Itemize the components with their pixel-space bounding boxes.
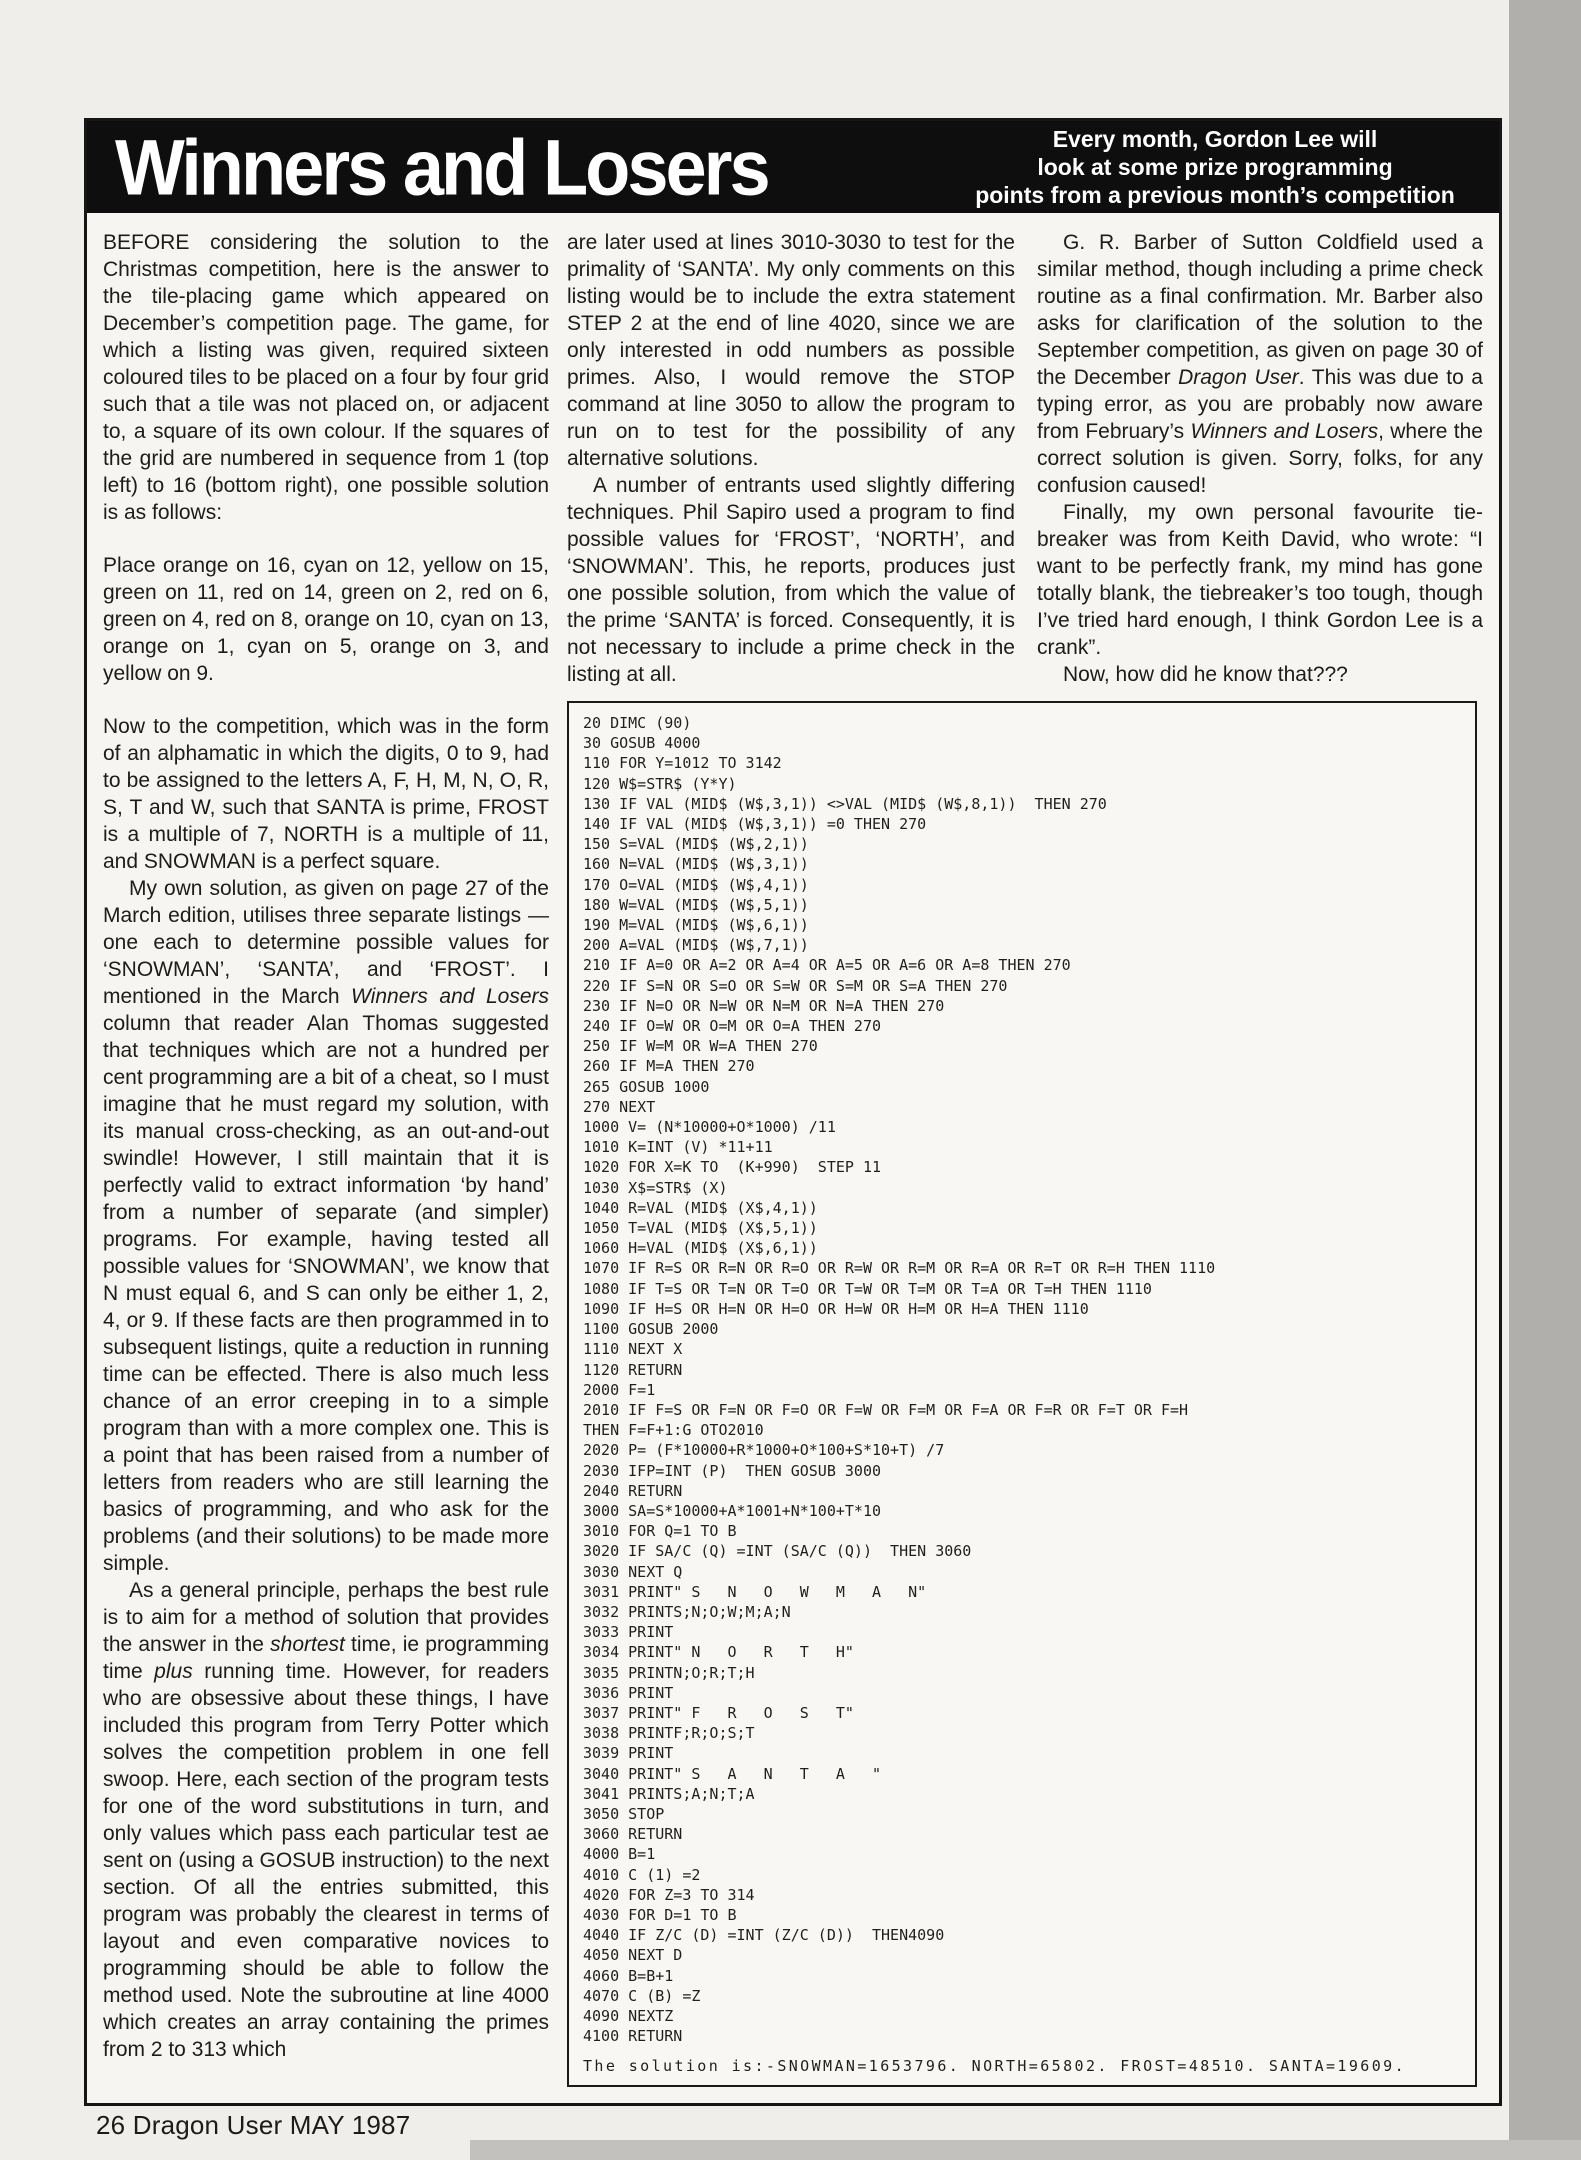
code-line: 4040 IF Z/C (D) =INT (Z/C (D)) THEN4090 bbox=[583, 1926, 945, 1945]
code-line: 1040 R=VAL (MID$ (X$,4,1)) bbox=[583, 1198, 818, 1217]
paragraph bbox=[103, 1577, 549, 2063]
article-column-3 bbox=[1037, 229, 1483, 699]
tagline-line-3: points from a previous month’s competition bbox=[975, 182, 1455, 208]
code-line: 240 IF O=W OR O=M OR O=A THEN 270 bbox=[583, 1017, 882, 1036]
code-line: 3060 RETURN bbox=[583, 1825, 683, 1844]
code-line: 1070 IF R=S OR R=N OR R=O OR R=W OR R=M OR R=A OR R=T OR R=H THEN 1110 bbox=[583, 1259, 1216, 1278]
code-line: 120 W$=STR$ (Y*Y) bbox=[583, 774, 737, 793]
code-listing-box bbox=[567, 701, 1477, 2087]
text-run: BEFORE considering the solution to the Christmas competition, here is the answer to the tile-placing game which appeared on December’s competition page. The game, for which a listing was given, required sixteen coloured tiles to be placed on a four by four grid such that a tile was not placed on, or adjacent to, a square of its own colour. If the squares of the grid are numbered in sequence from 1 (top left) to 16 (bottom right), one possible solution is as follows: bbox=[103, 231, 549, 524]
code-line: 1100 GOSUB 2000 bbox=[583, 1320, 719, 1339]
text-run: A number of entrants used slightly differing techniques. Phil Sapiro used a program to find possible values for ‘FROST’, ‘NORTH’, and ‘SNOWMAN’. This, he reports, produces just one possible solution, from which the value of the prime ‘SANTA’ is forced. Consequently, it is not necessary to include a prime check in the listing at all. bbox=[567, 474, 1015, 686]
code-line: 4030 FOR D=1 TO B bbox=[583, 1905, 737, 1924]
code-line: 1090 IF H=S OR H=N OR H=O OR H=W OR H=M OR H=A THEN 1110 bbox=[583, 1299, 1089, 1318]
code-line: 170 O=VAL (MID$ (W$,4,1)) bbox=[583, 875, 809, 894]
code-line: 20 DIMC (90) bbox=[583, 714, 692, 732]
italic-text-run: Winners and Losers bbox=[1190, 420, 1379, 443]
code-line: 4090 NEXTZ bbox=[583, 2007, 674, 2025]
code-line: 3020 IF SA/C (Q) =INT (SA/C (Q)) THEN 3060 bbox=[583, 1542, 972, 1561]
text-run: G. R. Barber of Sutton Coldfield used a similar method, though including a prime check routine as a final confirmation. Mr. Barber also asks for clarification of the solution to the September competition, as given on page 30 of the December bbox=[1037, 231, 1483, 389]
italic-text-run: plus bbox=[154, 1660, 193, 1683]
code-line: 4020 FOR Z=3 TO 314 bbox=[583, 1885, 755, 1904]
italic-text-run: Dragon User bbox=[1178, 366, 1299, 389]
code-line: 3039 PRINT bbox=[583, 1744, 674, 1763]
code-line: 270 NEXT bbox=[583, 1097, 656, 1116]
code-line: 1030 X$=STR$ (X) bbox=[583, 1178, 728, 1197]
code-line: 1050 T=VAL (MID$ (X$,5,1)) bbox=[583, 1219, 818, 1238]
article-column-1 bbox=[103, 229, 549, 2081]
code-line: 220 IF S=N OR S=O OR S=W OR S=M OR S=A THEN 270 bbox=[583, 976, 1008, 995]
page-footer: 26 Dragon User MAY 1987 bbox=[96, 2110, 411, 2140]
code-line: 140 IF VAL (MID$ (W$,3,1)) =0 THEN 270 bbox=[583, 815, 927, 834]
paragraph bbox=[1037, 499, 1483, 661]
masthead-banner bbox=[87, 121, 1499, 213]
code-lines bbox=[583, 713, 1463, 2046]
code-line: 230 IF N=O OR N=W OR N=M OR N=A THEN 270 bbox=[583, 996, 945, 1015]
code-line: 150 S=VAL (MID$ (W$,2,1)) bbox=[583, 835, 809, 854]
article-box bbox=[84, 118, 1502, 2106]
code-line: 1020 FOR X=K TO (K+990) STEP 11 bbox=[583, 1158, 882, 1177]
code-line: 4050 NEXT D bbox=[583, 1946, 683, 1965]
text-run: column that reader Alan Thomas suggested that techniques which are not a hundred per cent programming are a bit of a cheat, so I must imagine that he must regard my solution, with its manual cross-checking, as an out-and-out swindle! However, I still maintain that it is perfectly valid to extract information ‘by hand’ from a number of separate (and simpler) programs. For example, having tested all possible values for ‘SNOWMAN’, we know that N must equal 6, and S can only be either 1, 2, 4, or 9. If these facts are then programmed in to subsequent listings, quite a reduction in running time can be effected. There is also much less chance of an error creeping in to a simple program than with a more complex one. This is a point that has been raised from a number of letters from readers who are still learning the basics of programming, and who ask for the problems (and their solutions) to be made more simple. bbox=[103, 1012, 549, 1575]
code-line: 2030 IFP=INT (P) THEN GOSUB 3000 bbox=[583, 1461, 882, 1480]
code-solution-line: The solution is:-SNOWMAN=1653796. NORTH=65802. FROST=48510. SANTA=19609. bbox=[583, 2057, 1407, 2076]
code-line: 3032 PRINTS;N;O;W;M;A;N bbox=[583, 1602, 791, 1621]
code-line: 180 W=VAL (MID$ (W$,5,1)) bbox=[583, 895, 809, 914]
code-line: 3037 PRINT" F R O S T" bbox=[583, 1703, 854, 1722]
code-line: 130 IF VAL (MID$ (W$,3,1)) <>VAL (MID$ (W$,8,1)) THEN 270 bbox=[583, 794, 1107, 813]
code-line: 1000 V= (N*10000+O*1000) /11 bbox=[583, 1118, 836, 1137]
code-line: 160 N=VAL (MID$ (W$,3,1)) bbox=[583, 855, 809, 874]
code-line: 200 A=VAL (MID$ (W$,7,1)) bbox=[583, 936, 809, 955]
paragraph bbox=[1037, 661, 1483, 688]
code-line: 4010 C (1) =2 bbox=[583, 1865, 701, 1884]
page-title: Winners and Losers bbox=[115, 123, 768, 211]
code-line: 3041 PRINTS;A;N;T;A bbox=[583, 1784, 755, 1803]
text-run: are later used at lines 3010-3030 to test for the primality of ‘SANTA’. My only comments on this listing would be to include the extra statement STEP 2 at the end of line 4020, since we are only interested in odd numbers as possible primes. Also, I would remove the STOP command at line 3050 to allow the program to run on to test for the possibility of any alternative solutions. bbox=[567, 231, 1015, 470]
code-line: 265 GOSUB 1000 bbox=[583, 1077, 710, 1096]
paragraph bbox=[103, 229, 549, 526]
code-line: 3030 NEXT Q bbox=[583, 1562, 683, 1581]
code-line: 1110 NEXT X bbox=[583, 1340, 683, 1359]
code-line: 3010 FOR Q=1 TO B bbox=[583, 1522, 737, 1541]
tagline-line-1: Every month, Gordon Lee will bbox=[1052, 126, 1378, 152]
paragraph bbox=[103, 552, 549, 687]
text-run: Now to the competition, which was in the form of an alphamatic in which the digits, 0 to 9, had to be assigned to the letters A, F, H, M, N, O, R, S, T and W, such that SANTA is prime, FROST is a multiple of 7, NORTH is a multiple of 11, and SNOWMAN is a perfect square. bbox=[103, 715, 549, 873]
code-line: 1060 H=VAL (MID$ (X$,6,1)) bbox=[583, 1239, 818, 1258]
text-run: Finally, my own personal favourite tie-breaker was from Keith David, who wrote: “I want to be perfectly frank, my mind has gone totally blank, the tiebreaker’s too tough, though I’ve tried hard enough, I think Gordon Lee is a crank”. bbox=[1037, 501, 1483, 659]
code-line: 1080 IF T=S OR T=N OR T=O OR T=W OR T=M OR T=A OR T=H THEN 1110 bbox=[583, 1279, 1152, 1298]
italic-text-run: shortest bbox=[270, 1633, 345, 1656]
paragraph bbox=[567, 229, 1015, 472]
code-line: 3033 PRINT bbox=[583, 1623, 674, 1642]
code-line: 4100 RETURN bbox=[583, 2027, 683, 2046]
text-run: My own solution, as given on page 27 of the March edition, utilises three separate listings — one each to determine possible values for ‘SNOWMAN’, ‘SANTA’, and ‘FROST’. I mentioned in the March bbox=[103, 877, 549, 1008]
scan-edge-right bbox=[1509, 0, 1581, 2160]
text-run: , where the correct solution is given. Sorry, folks, for any confusion caused! bbox=[1037, 420, 1483, 497]
code-line: 3038 PRINTF;R;O;S;T bbox=[583, 1724, 755, 1743]
code-line: 260 IF M=A THEN 270 bbox=[583, 1057, 755, 1076]
code-line: 2040 RETURN bbox=[583, 1481, 683, 1500]
code-line: 250 IF W=M OR W=A THEN 270 bbox=[583, 1037, 818, 1056]
text-run: As a general principle, perhaps the best rule is to aim for a method of solution that provides the answer in the bbox=[103, 1579, 549, 1656]
code-line: 2010 IF F=S OR F=N OR F=O OR F=W OR F=M OR F=A OR F=R OR F=T OR F=H bbox=[583, 1400, 1189, 1419]
text-run: time, ie programming time bbox=[103, 1633, 549, 1683]
text-run: Now, how did he know that??? bbox=[1063, 663, 1348, 686]
code-line: 4070 C (B) =Z bbox=[583, 1986, 701, 2005]
code-line: 2000 F=1 bbox=[583, 1380, 656, 1399]
paragraph bbox=[567, 472, 1015, 688]
paragraph bbox=[103, 713, 549, 875]
code-line: 3040 PRINT" S A N T A " bbox=[583, 1764, 882, 1783]
scan-edge-bottom bbox=[470, 2140, 1581, 2160]
code-line: 210 IF A=0 OR A=2 OR A=4 OR A=5 OR A=6 OR A=8 THEN 270 bbox=[583, 956, 1071, 975]
text-run: running time. However, for readers who are obsessive about these things, I have included this program from Terry Potter which solves the competition problem in one fell swoop. Here, each section of the program tests for one of the word substitutions in turn, and only values which pass each particular test ae sent on (using a GOSUB instruction) to the next section. Of all the entries submitted, this program was probably the clearest in terms of layout and even comparative novices to programming should be able to follow the method used. Note the subroutine at line 4000 which creates an array containing the primes from 2 to 313 which bbox=[103, 1660, 549, 2061]
article-column-2 bbox=[567, 229, 1015, 699]
code-line: 1120 RETURN bbox=[583, 1360, 683, 1379]
code-line: 3034 PRINT" N O R T H" bbox=[583, 1643, 854, 1662]
code-line: 30 GOSUB 4000 bbox=[583, 734, 701, 753]
code-line: THEN F=F+1:G OTO2010 bbox=[583, 1421, 764, 1440]
code-line: 4060 B=B+1 bbox=[583, 1966, 674, 1985]
text-run: . This was due to a typing error, as you are probably now aware from February’s bbox=[1037, 366, 1483, 443]
code-line: 190 M=VAL (MID$ (W$,6,1)) bbox=[583, 916, 809, 935]
code-line: 3000 SA=S*10000+A*1001+N*100+T*10 bbox=[583, 1501, 882, 1520]
code-line: 3031 PRINT" S N O W M A N" bbox=[583, 1582, 927, 1601]
italic-text-run: Winners and Losers bbox=[351, 985, 549, 1008]
code-line: 2020 P= (F*10000+R*1000+O*100+S*10+T) /7 bbox=[583, 1441, 945, 1460]
code-line: 1010 K=INT (V) *11+11 bbox=[583, 1138, 773, 1157]
tagline bbox=[945, 125, 1485, 209]
text-run: Place orange on 16, cyan on 12, yellow on 15, green on 11, red on 14, green on 2, red on 6, green on 4, red on 8, orange on 10, cyan on 13, orange on 1, cyan on 5, orange on 3, and yellow on 9. bbox=[103, 554, 549, 685]
code-line: 110 FOR Y=1012 TO 3142 bbox=[583, 754, 782, 773]
tagline-line-2: look at some prize programming bbox=[1037, 154, 1393, 180]
code-line: 3035 PRINTN;O;R;T;H bbox=[583, 1663, 755, 1682]
code-line: 3036 PRINT bbox=[583, 1683, 674, 1702]
code-line: 4000 B=1 bbox=[583, 1845, 656, 1864]
code-line: 3050 STOP bbox=[583, 1804, 665, 1823]
paragraph bbox=[1037, 229, 1483, 499]
paragraph bbox=[103, 875, 549, 1577]
